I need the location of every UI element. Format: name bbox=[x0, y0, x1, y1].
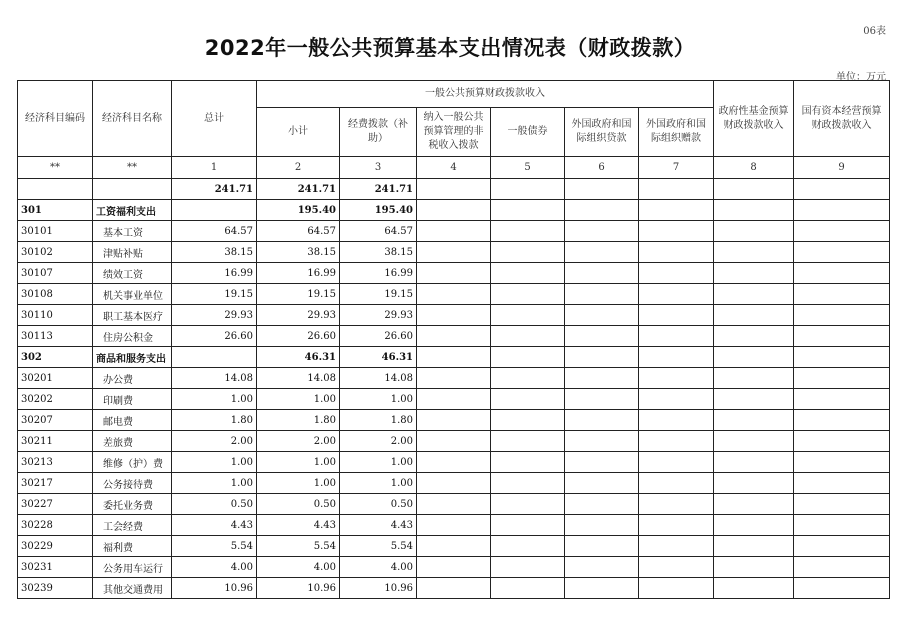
table-row bbox=[18, 284, 890, 305]
cell-subtotal: 0.50 bbox=[257, 494, 340, 515]
cell-empty bbox=[491, 578, 565, 599]
cell-empty bbox=[565, 431, 639, 452]
table-row bbox=[18, 578, 890, 599]
cell-empty bbox=[639, 326, 714, 347]
cell-name: 公务接待费 bbox=[93, 473, 172, 494]
cell-empty bbox=[491, 305, 565, 326]
table-row bbox=[18, 368, 890, 389]
cell-funding: 19.15 bbox=[340, 284, 417, 305]
cell-code: 30101 bbox=[18, 221, 93, 242]
cell-funding: 16.99 bbox=[340, 263, 417, 284]
cell-empty bbox=[417, 305, 491, 326]
cell-total: 14.08 bbox=[172, 368, 257, 389]
index-cell: 8 bbox=[714, 157, 794, 179]
cell-total: 1.00 bbox=[172, 473, 257, 494]
cell-empty bbox=[417, 221, 491, 242]
table-row bbox=[18, 515, 890, 536]
cell-empty bbox=[794, 473, 890, 494]
table-row bbox=[18, 347, 890, 368]
cell-total: 1.00 bbox=[172, 452, 257, 473]
cell-name: 维修（护）费 bbox=[93, 452, 172, 473]
cell-empty bbox=[417, 326, 491, 347]
cell-empty bbox=[794, 179, 890, 200]
cell-empty bbox=[714, 536, 794, 557]
cell-total: 241.71 bbox=[172, 179, 257, 200]
cell-empty bbox=[639, 263, 714, 284]
doc-label: 06表 bbox=[863, 26, 886, 37]
cell-total: 64.57 bbox=[172, 221, 257, 242]
cell-empty bbox=[417, 389, 491, 410]
cell-empty bbox=[794, 515, 890, 536]
cell-subtotal: 29.93 bbox=[257, 305, 340, 326]
header-subtotal: 小计 bbox=[257, 108, 340, 157]
cell-empty bbox=[565, 221, 639, 242]
cell-empty bbox=[565, 389, 639, 410]
cell-empty bbox=[794, 578, 890, 599]
table-row bbox=[18, 557, 890, 578]
table-row bbox=[18, 242, 890, 263]
cell-subtotal: 1.80 bbox=[257, 410, 340, 431]
cell-empty bbox=[491, 536, 565, 557]
table-row bbox=[18, 494, 890, 515]
cell-empty bbox=[794, 494, 890, 515]
cell-subtotal: 46.31 bbox=[257, 347, 340, 368]
cell-empty bbox=[794, 326, 890, 347]
page-title: 2022年一般公共预算基本支出情况表（财政拨款） bbox=[204, 36, 696, 60]
cell-empty bbox=[714, 473, 794, 494]
header-bond: 一般债券 bbox=[491, 108, 565, 157]
cell-empty bbox=[714, 200, 794, 221]
cell-name: 职工基本医疗 bbox=[93, 305, 172, 326]
cell-empty bbox=[565, 368, 639, 389]
table-row bbox=[18, 389, 890, 410]
table-row bbox=[18, 326, 890, 347]
cell-empty bbox=[491, 431, 565, 452]
cell-total: 10.96 bbox=[172, 578, 257, 599]
cell-subtotal: 14.08 bbox=[257, 368, 340, 389]
cell-empty bbox=[714, 179, 794, 200]
cell-subtotal: 241.71 bbox=[257, 179, 340, 200]
cell-empty bbox=[491, 368, 565, 389]
cell-empty bbox=[794, 536, 890, 557]
cell-empty bbox=[794, 452, 890, 473]
cell-empty bbox=[794, 284, 890, 305]
cell-empty bbox=[491, 473, 565, 494]
cell-code: 30229 bbox=[18, 536, 93, 557]
cell-empty bbox=[417, 452, 491, 473]
cell-empty bbox=[491, 242, 565, 263]
cell-empty bbox=[714, 326, 794, 347]
cell-empty bbox=[417, 347, 491, 368]
header-code: 经济科目编码 bbox=[18, 81, 93, 157]
cell-funding: 0.50 bbox=[340, 494, 417, 515]
header-state-capital: 国有资本经营预算财政拨款收入 bbox=[794, 81, 890, 157]
cell-code: 30228 bbox=[18, 515, 93, 536]
cell-empty bbox=[565, 536, 639, 557]
table-row bbox=[18, 452, 890, 473]
header-nontax: 纳入一般公共预算管理的非税收入拨款 bbox=[417, 108, 491, 157]
index-cell: 1 bbox=[172, 157, 257, 179]
header-group: 一般公共预算财政拨款收入 bbox=[257, 81, 714, 108]
cell-funding: 26.60 bbox=[340, 326, 417, 347]
index-cell: 2 bbox=[257, 157, 340, 179]
cell-subtotal: 26.60 bbox=[257, 326, 340, 347]
cell-empty bbox=[794, 410, 890, 431]
cell-funding: 64.57 bbox=[340, 221, 417, 242]
cell-funding: 5.54 bbox=[340, 536, 417, 557]
cell-funding: 38.15 bbox=[340, 242, 417, 263]
cell-name: 津贴补贴 bbox=[93, 242, 172, 263]
cell-funding: 195.40 bbox=[340, 200, 417, 221]
cell-empty bbox=[565, 242, 639, 263]
cell-empty bbox=[639, 536, 714, 557]
table-row bbox=[18, 305, 890, 326]
cell-subtotal: 1.00 bbox=[257, 389, 340, 410]
cell-empty bbox=[794, 389, 890, 410]
cell-empty bbox=[794, 263, 890, 284]
cell-empty bbox=[417, 473, 491, 494]
cell-empty bbox=[639, 431, 714, 452]
table-body bbox=[18, 179, 890, 599]
cell-code: 30207 bbox=[18, 410, 93, 431]
cell-funding: 1.00 bbox=[340, 389, 417, 410]
cell-code: 30202 bbox=[18, 389, 93, 410]
cell-total: 2.00 bbox=[172, 431, 257, 452]
cell-subtotal: 1.00 bbox=[257, 452, 340, 473]
header-foreign-loan: 外国政府和国际组织贷款 bbox=[565, 108, 639, 157]
cell-name: 印刷费 bbox=[93, 389, 172, 410]
cell-empty bbox=[565, 200, 639, 221]
cell-empty bbox=[794, 347, 890, 368]
cell-empty bbox=[417, 557, 491, 578]
cell-empty bbox=[491, 515, 565, 536]
cell-name: 委托业务费 bbox=[93, 494, 172, 515]
cell-empty bbox=[794, 368, 890, 389]
cell-empty bbox=[565, 452, 639, 473]
header-name: 经济科目名称 bbox=[93, 81, 172, 157]
cell-empty bbox=[565, 284, 639, 305]
cell-code: 30227 bbox=[18, 494, 93, 515]
cell-empty bbox=[417, 200, 491, 221]
cell-empty bbox=[491, 263, 565, 284]
header-funding: 经费拨款（补助） bbox=[340, 108, 417, 157]
cell-empty bbox=[639, 578, 714, 599]
cell-total: 29.93 bbox=[172, 305, 257, 326]
cell-empty bbox=[714, 515, 794, 536]
cell-empty bbox=[417, 284, 491, 305]
table-row bbox=[18, 179, 890, 200]
cell-total: 1.00 bbox=[172, 389, 257, 410]
cell-total: 0.50 bbox=[172, 494, 257, 515]
cell-funding: 4.00 bbox=[340, 557, 417, 578]
cell-total: 4.43 bbox=[172, 515, 257, 536]
cell-subtotal: 10.96 bbox=[257, 578, 340, 599]
index-cell: 6 bbox=[565, 157, 639, 179]
index-cell: 9 bbox=[794, 157, 890, 179]
cell-funding: 4.43 bbox=[340, 515, 417, 536]
cell-empty bbox=[565, 410, 639, 431]
cell-subtotal: 1.00 bbox=[257, 473, 340, 494]
cell-empty bbox=[639, 473, 714, 494]
cell-code: 30113 bbox=[18, 326, 93, 347]
cell-empty bbox=[565, 179, 639, 200]
cell-code: 30239 bbox=[18, 578, 93, 599]
cell-name: 工会经费 bbox=[93, 515, 172, 536]
cell-empty bbox=[714, 431, 794, 452]
table-row bbox=[18, 431, 890, 452]
cell-empty bbox=[714, 368, 794, 389]
index-cell: ** bbox=[18, 157, 93, 179]
cell-empty bbox=[639, 368, 714, 389]
cell-funding: 10.96 bbox=[340, 578, 417, 599]
cell-empty bbox=[491, 200, 565, 221]
cell-empty bbox=[491, 452, 565, 473]
cell-empty bbox=[794, 557, 890, 578]
cell-code: 30107 bbox=[18, 263, 93, 284]
cell-subtotal: 4.00 bbox=[257, 557, 340, 578]
cell-empty bbox=[639, 452, 714, 473]
cell-empty bbox=[714, 578, 794, 599]
cell-empty bbox=[491, 557, 565, 578]
cell-empty bbox=[491, 389, 565, 410]
cell-empty bbox=[794, 431, 890, 452]
cell-subtotal: 4.43 bbox=[257, 515, 340, 536]
cell-empty bbox=[417, 536, 491, 557]
index-cell: ** bbox=[93, 157, 172, 179]
cell-empty bbox=[417, 179, 491, 200]
cell-name: 差旅费 bbox=[93, 431, 172, 452]
cell-empty bbox=[565, 557, 639, 578]
cell-name: 住房公积金 bbox=[93, 326, 172, 347]
unit-label: 单位：万元 bbox=[836, 72, 886, 83]
index-cell: 7 bbox=[639, 157, 714, 179]
cell-empty bbox=[417, 515, 491, 536]
cell-empty bbox=[639, 179, 714, 200]
cell-name: 商品和服务支出 bbox=[93, 347, 172, 368]
cell-empty bbox=[794, 221, 890, 242]
cell-code: 30201 bbox=[18, 368, 93, 389]
cell-empty bbox=[491, 326, 565, 347]
cell-empty bbox=[714, 347, 794, 368]
cell-empty bbox=[714, 305, 794, 326]
cell-code: 30110 bbox=[18, 305, 93, 326]
cell-subtotal: 19.15 bbox=[257, 284, 340, 305]
cell-code: 30231 bbox=[18, 557, 93, 578]
cell-empty bbox=[794, 242, 890, 263]
cell-total: 5.54 bbox=[172, 536, 257, 557]
cell-empty bbox=[491, 284, 565, 305]
cell-empty bbox=[639, 200, 714, 221]
cell-empty bbox=[565, 515, 639, 536]
cell-empty bbox=[639, 305, 714, 326]
table-row bbox=[18, 263, 890, 284]
cell-empty bbox=[565, 473, 639, 494]
cell-total: 16.99 bbox=[172, 263, 257, 284]
cell-subtotal: 64.57 bbox=[257, 221, 340, 242]
cell-empty bbox=[639, 410, 714, 431]
cell-empty bbox=[714, 494, 794, 515]
cell-empty bbox=[639, 242, 714, 263]
cell-funding: 1.80 bbox=[340, 410, 417, 431]
cell-funding: 46.31 bbox=[340, 347, 417, 368]
cell-funding: 1.00 bbox=[340, 452, 417, 473]
cell-empty bbox=[639, 221, 714, 242]
cell-total bbox=[172, 347, 257, 368]
index-cell: 3 bbox=[340, 157, 417, 179]
cell-total: 38.15 bbox=[172, 242, 257, 263]
cell-funding: 2.00 bbox=[340, 431, 417, 452]
cell-empty bbox=[417, 368, 491, 389]
cell-empty bbox=[714, 389, 794, 410]
cell-empty bbox=[714, 221, 794, 242]
cell-empty bbox=[491, 221, 565, 242]
cell-empty bbox=[639, 515, 714, 536]
cell-name: 福利费 bbox=[93, 536, 172, 557]
cell-code bbox=[18, 179, 93, 200]
cell-name: 机关事业单位 bbox=[93, 284, 172, 305]
cell-code: 30108 bbox=[18, 284, 93, 305]
cell-empty bbox=[417, 494, 491, 515]
cell-code: 30213 bbox=[18, 452, 93, 473]
cell-empty bbox=[639, 284, 714, 305]
cell-empty bbox=[417, 263, 491, 284]
cell-code: 301 bbox=[18, 200, 93, 221]
cell-code: 30211 bbox=[18, 431, 93, 452]
table-row bbox=[18, 200, 890, 221]
cell-empty bbox=[491, 179, 565, 200]
cell-empty bbox=[639, 557, 714, 578]
cell-funding: 14.08 bbox=[340, 368, 417, 389]
cell-empty bbox=[639, 347, 714, 368]
index-row bbox=[18, 157, 890, 179]
cell-empty bbox=[714, 263, 794, 284]
cell-code: 30217 bbox=[18, 473, 93, 494]
cell-empty bbox=[794, 200, 890, 221]
cell-empty bbox=[714, 410, 794, 431]
cell-subtotal: 195.40 bbox=[257, 200, 340, 221]
header-gov-fund: 政府性基金预算财政拨款收入 bbox=[714, 81, 794, 157]
cell-funding: 29.93 bbox=[340, 305, 417, 326]
cell-empty bbox=[565, 326, 639, 347]
cell-empty bbox=[714, 557, 794, 578]
cell-total: 1.80 bbox=[172, 410, 257, 431]
cell-name: 公务用车运行 bbox=[93, 557, 172, 578]
cell-name: 基本工资 bbox=[93, 221, 172, 242]
cell-name bbox=[93, 179, 172, 200]
cell-funding: 1.00 bbox=[340, 473, 417, 494]
cell-name: 邮电费 bbox=[93, 410, 172, 431]
table-row bbox=[18, 410, 890, 431]
table-row bbox=[18, 473, 890, 494]
cell-subtotal: 38.15 bbox=[257, 242, 340, 263]
cell-total: 4.00 bbox=[172, 557, 257, 578]
cell-empty bbox=[794, 305, 890, 326]
cell-subtotal: 16.99 bbox=[257, 263, 340, 284]
cell-total: 19.15 bbox=[172, 284, 257, 305]
cell-empty bbox=[639, 494, 714, 515]
cell-empty bbox=[565, 578, 639, 599]
cell-subtotal: 2.00 bbox=[257, 431, 340, 452]
cell-empty bbox=[491, 410, 565, 431]
cell-code: 30102 bbox=[18, 242, 93, 263]
cell-empty bbox=[491, 347, 565, 368]
cell-name: 其他交通费用 bbox=[93, 578, 172, 599]
cell-empty bbox=[565, 347, 639, 368]
cell-empty bbox=[491, 494, 565, 515]
cell-empty bbox=[417, 431, 491, 452]
cell-name: 办公费 bbox=[93, 368, 172, 389]
cell-total bbox=[172, 200, 257, 221]
cell-empty bbox=[565, 263, 639, 284]
cell-name: 工资福利支出 bbox=[93, 200, 172, 221]
cell-empty bbox=[714, 242, 794, 263]
cell-empty bbox=[714, 284, 794, 305]
table-row bbox=[18, 221, 890, 242]
cell-empty bbox=[565, 494, 639, 515]
cell-name: 绩效工资 bbox=[93, 263, 172, 284]
cell-empty bbox=[417, 242, 491, 263]
cell-empty bbox=[417, 410, 491, 431]
index-cell: 4 bbox=[417, 157, 491, 179]
cell-code: 302 bbox=[18, 347, 93, 368]
header-total: 总计 bbox=[172, 81, 257, 157]
cell-funding: 241.71 bbox=[340, 179, 417, 200]
cell-empty bbox=[565, 305, 639, 326]
cell-empty bbox=[417, 578, 491, 599]
table-row bbox=[18, 536, 890, 557]
cell-subtotal: 5.54 bbox=[257, 536, 340, 557]
cell-empty bbox=[714, 452, 794, 473]
index-cell: 5 bbox=[491, 157, 565, 179]
cell-empty bbox=[639, 389, 714, 410]
budget-table bbox=[17, 80, 890, 599]
cell-total: 26.60 bbox=[172, 326, 257, 347]
header-foreign-grant: 外国政府和国际组织赠款 bbox=[639, 108, 714, 157]
